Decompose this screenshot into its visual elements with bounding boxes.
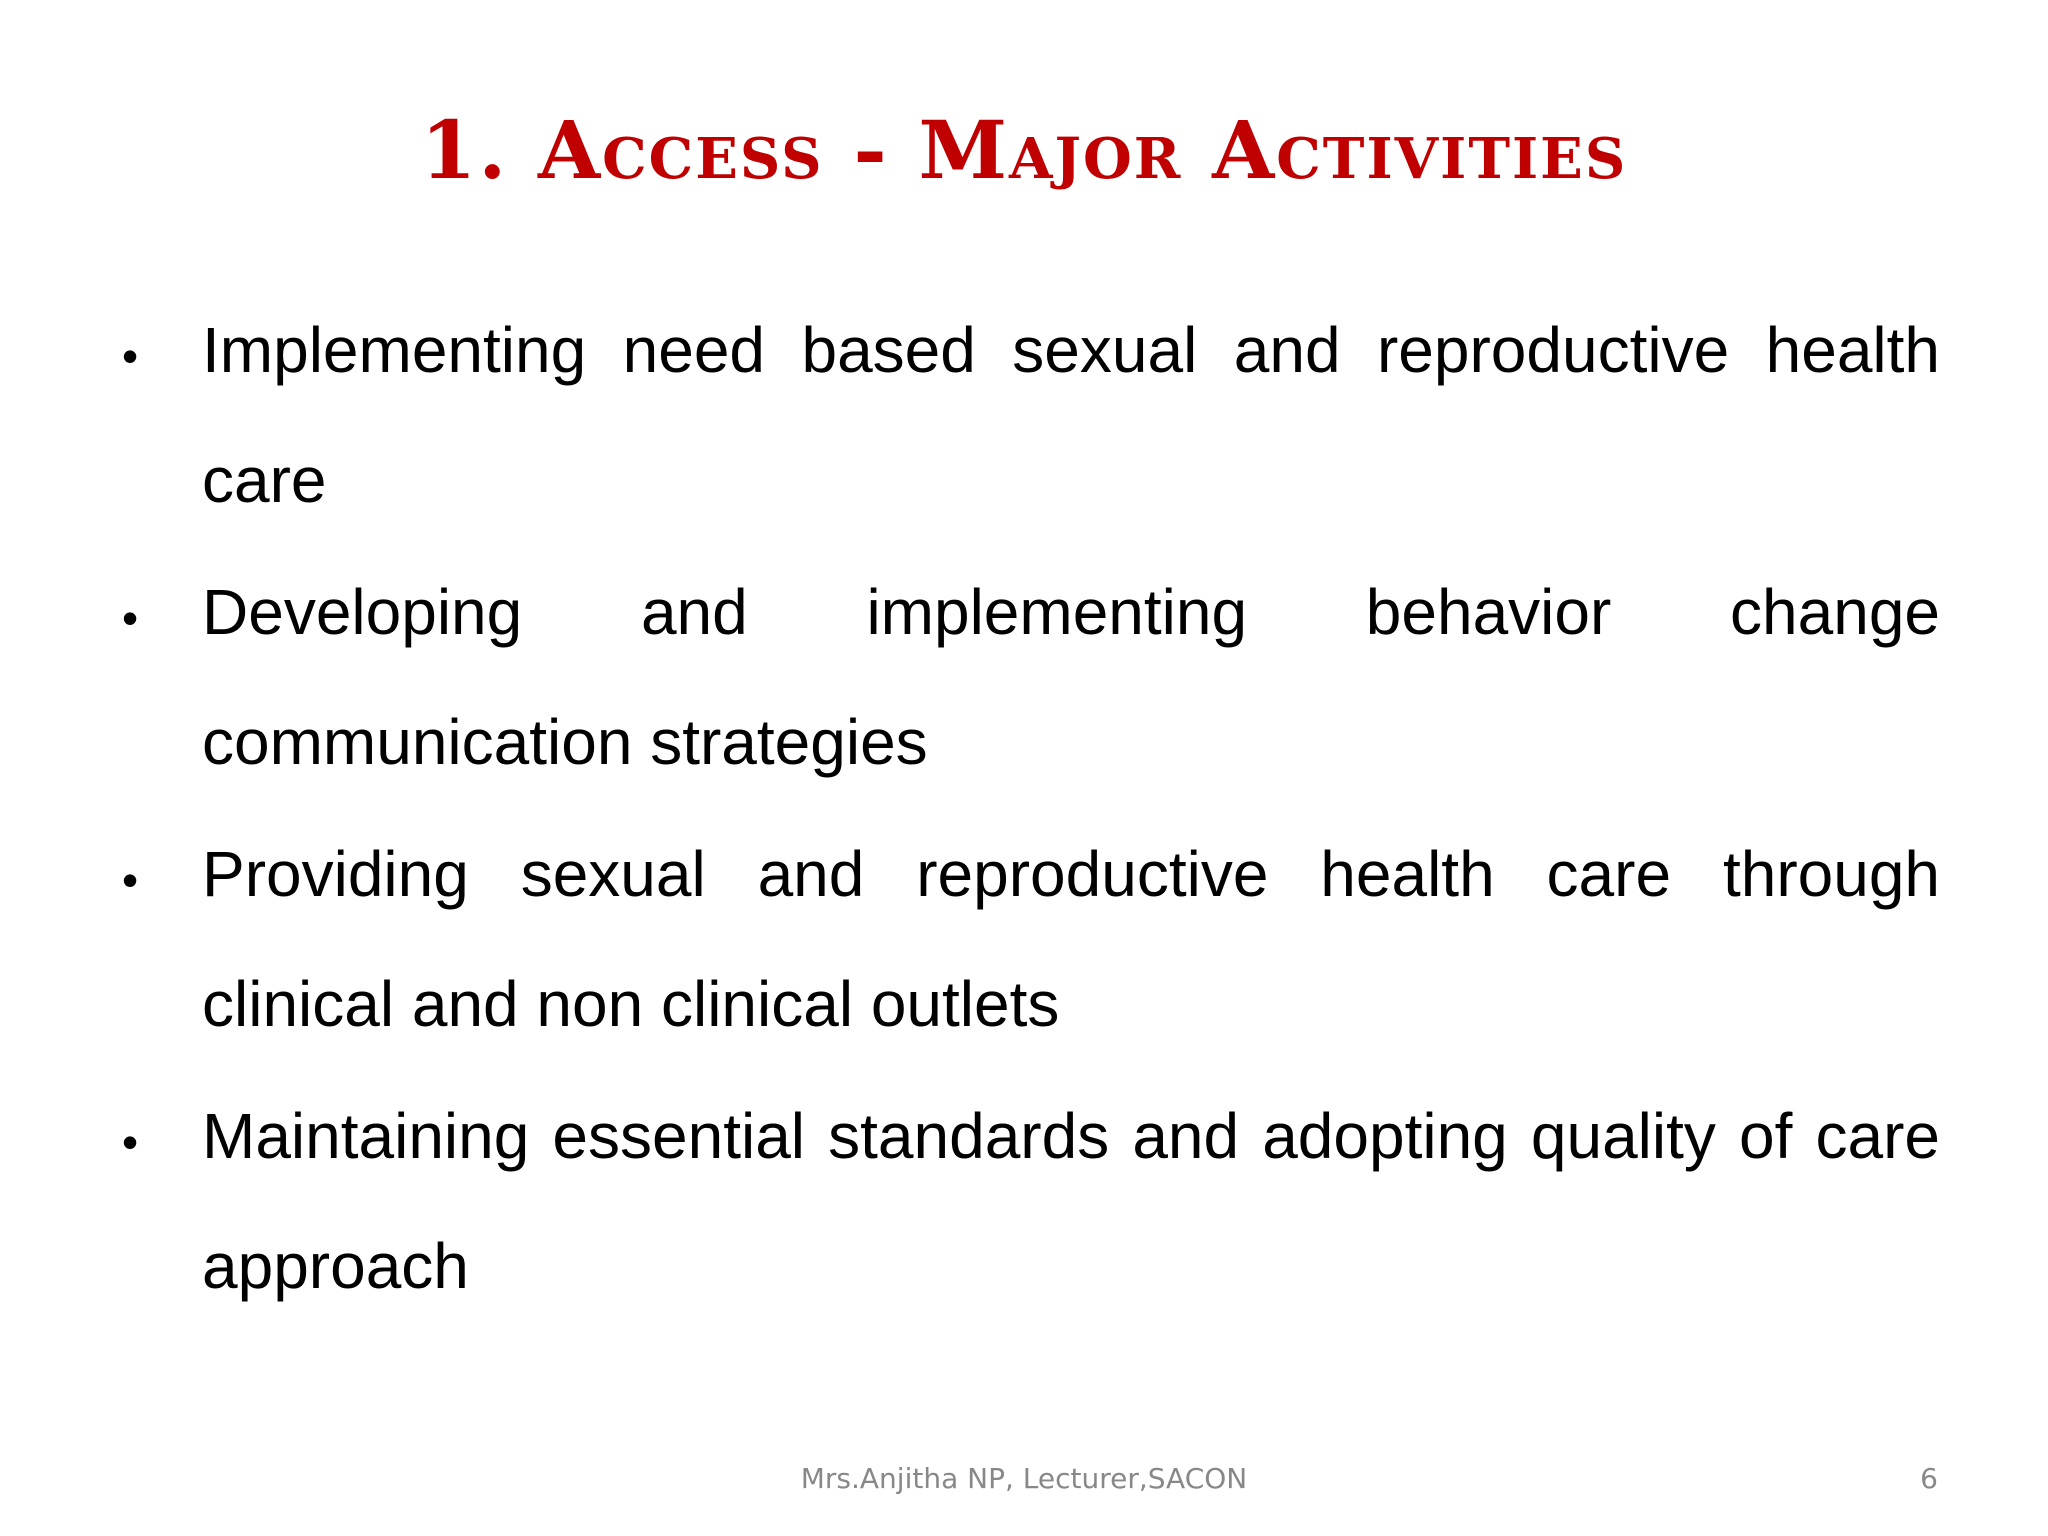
bullet-text: Implementing need based sexual and reproductive health care — [202, 314, 1940, 516]
bullet-item — [120, 1071, 1940, 1331]
bullet-item — [120, 285, 1940, 545]
bullet-icon: • — [122, 330, 139, 382]
bullet-icon: • — [122, 854, 139, 906]
bullet-list — [120, 285, 1940, 1333]
slide-title: 1. Access - Major Activities — [420, 103, 1628, 197]
slide-footer: Mrs.Anjitha NP, Lecturer,SACON — [800, 1462, 1248, 1495]
bullet-icon: • — [122, 1116, 139, 1168]
page-number: 6 — [1920, 1462, 1938, 1495]
bullet-text: Developing and implementing behavior change communication strategies — [202, 576, 1940, 778]
bullet-icon: • — [122, 592, 139, 644]
bullet-item — [120, 547, 1940, 807]
bullet-text: Providing sexual and reproductive health care through clinical and non clinical outlets — [202, 838, 1940, 1040]
bullet-item — [120, 809, 1940, 1069]
bullet-text: Maintaining essential standards and adopting quality of care approach — [202, 1100, 1940, 1302]
